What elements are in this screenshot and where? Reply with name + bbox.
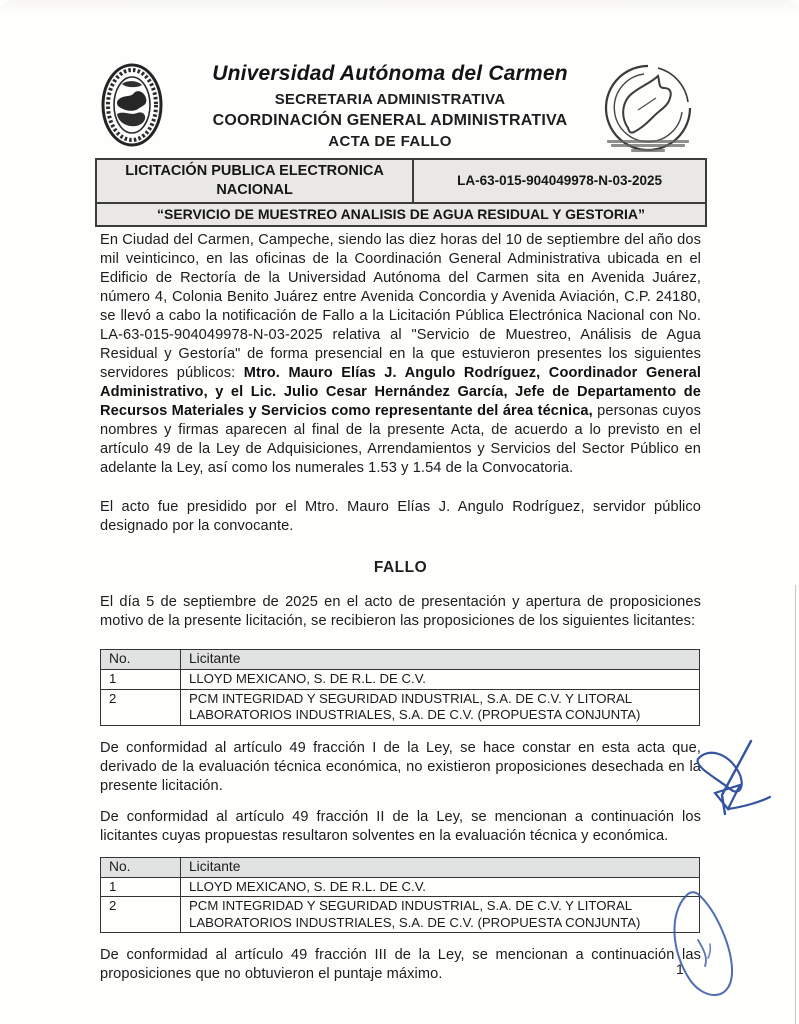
- table-row: [101, 670, 700, 690]
- p1-officials-bold: Mtro. Mauro Elías J. Angulo Rodríguez, Coordinador General Administrativo, y el Lic. Julio Cesar Hernández García, Jefe de Departamento de Recursos Materiales y Servicios como representante del área técnica,: [100, 365, 701, 419]
- header-secretaria: SECRETARIA ADMINISTRATIVA: [274, 91, 506, 108]
- fallo-heading: FALLO: [373, 559, 428, 576]
- p1-tail: personas cuyos nombres y firmas aparecen al final de la presente Acta, de acuerdo a lo previsto en el artículo 49 de la Ley de Adquisiciones, Arrendamientos y Servicios del Sector Público en adelante la Ley, así como los numerales 1.53 y 1.54 de la Convocatoria.: [100, 403, 701, 476]
- column-header-no: No.: [101, 650, 181, 670]
- bidder-no: 1: [101, 877, 181, 897]
- paragraph-opening: El día 5 de septiembre de 2025 en el acto de presentación y apertura de proposiciones motivo de la presente licitación, se recibieron las proposiciones de los siguientes licitantes:: [100, 594, 701, 629]
- procurement-title-table: [95, 158, 707, 227]
- service-title-cell: “SERVICIO DE MUESTREO ANALISIS DE AGUA RESIDUAL Y GESTORIA”: [96, 203, 706, 226]
- bidder-name: LLOYD MEXICANO, S. DE R.L. DE C.V.: [181, 877, 700, 897]
- bidder-no: 2: [101, 689, 181, 725]
- document-header: [150, 62, 630, 150]
- bidder-no: 1: [101, 670, 181, 690]
- column-header-licitante: Licitante: [181, 650, 700, 670]
- bidder-name: PCM INTEGRIDAD Y SEGURIDAD INDUSTRIAL, S.A. DE C.V. Y LITORAL LABORATORIOS INDUSTRIALES, S.A. DE C.V. (PROPUESTA CONJUNTA): [181, 897, 700, 933]
- procedure-number-cell: LA-63-015-904049978-N-03-2025: [413, 159, 706, 203]
- bidders-table-1: [100, 649, 700, 726]
- table-row: [101, 877, 700, 897]
- paragraph-fraccion-3: De conformidad al artículo 49 fracción III de la Ley, se mencionan a continuación las proposiciones que no obtuvieron el puntaje máximo.: [100, 947, 701, 982]
- p1-normal: En Ciudad del Carmen, Campeche, siendo las diez horas del 10 de septiembre del año dos mil veinticinco, en las oficinas de la Coordinación General Administrativa ubicada en el Edificio de Rectoría de la Universidad Autónoma del Carmen sita en Avenida Juárez, número 4, Colonia Benito Juárez entre Avenida Concordia y Avenida Aviación, C.P. 24180, se llevó a cabo la notificación de Fallo a la Licitación Pública Electrónica Nacional con No. LA-63-015-904049978-N-03-2025 relativa al "Servicio de Muestreo, Análisis de Agua Residual y Gestoría" de forma presencial en la que estuvieron presentes los siguientes servidores públicos:: [100, 232, 701, 381]
- paragraph-intro: [100, 231, 701, 478]
- bidder-name: PCM INTEGRIDAD Y SEGURIDAD INDUSTRIAL, S.A. DE C.V. Y LITORAL LABORATORIOS INDUSTRIALES, S.A. DE C.V. (PROPUESTA CONJUNTA): [181, 689, 700, 725]
- header-coordinacion: COORDINACIÓN GENERAL ADMINISTRATIVA: [212, 112, 568, 129]
- scan-edge-artifact: [795, 585, 796, 1024]
- page-number: 1: [676, 961, 684, 977]
- bidders-table-2: [100, 857, 700, 934]
- university-name: Universidad Autónoma del Carmen: [212, 62, 568, 85]
- column-header-no: No.: [101, 857, 181, 877]
- document-body: [100, 231, 701, 984]
- table-row: [101, 897, 700, 933]
- paragraph-presided: El acto fue presidido por el Mtro. Mauro Elías J. Angulo Rodríguez, servidor público designado por la convocante.: [100, 499, 701, 534]
- emblem-caption-line: [631, 149, 665, 152]
- paragraph-fraccion-1: De conformidad al artículo 49 fracción I de la Ley, se hace constar en esta acta que, derivado de la evaluación técnica económica, no existieron proposiciones desechada en la presente licitación.: [100, 739, 701, 794]
- bidder-no: 2: [101, 897, 181, 933]
- paragraph-fraccion-2: De conformidad al artículo 49 fracción II de la Ley, se mencionan a continuación los licitantes cuyas propuestas resultaron solventes en la evaluación técnica y económica.: [100, 808, 701, 844]
- table-row: [101, 689, 700, 725]
- document-title: ACTA DE FALLO: [328, 133, 452, 150]
- column-header-licitante: Licitante: [181, 857, 700, 877]
- bidder-name: LLOYD MEXICANO, S. DE R.L. DE C.V.: [181, 670, 700, 690]
- procedure-type-cell: LICITACIÓN PUBLICA ELECTRONICA NACIONAL: [96, 159, 413, 203]
- handwritten-initials-signature: [688, 727, 793, 827]
